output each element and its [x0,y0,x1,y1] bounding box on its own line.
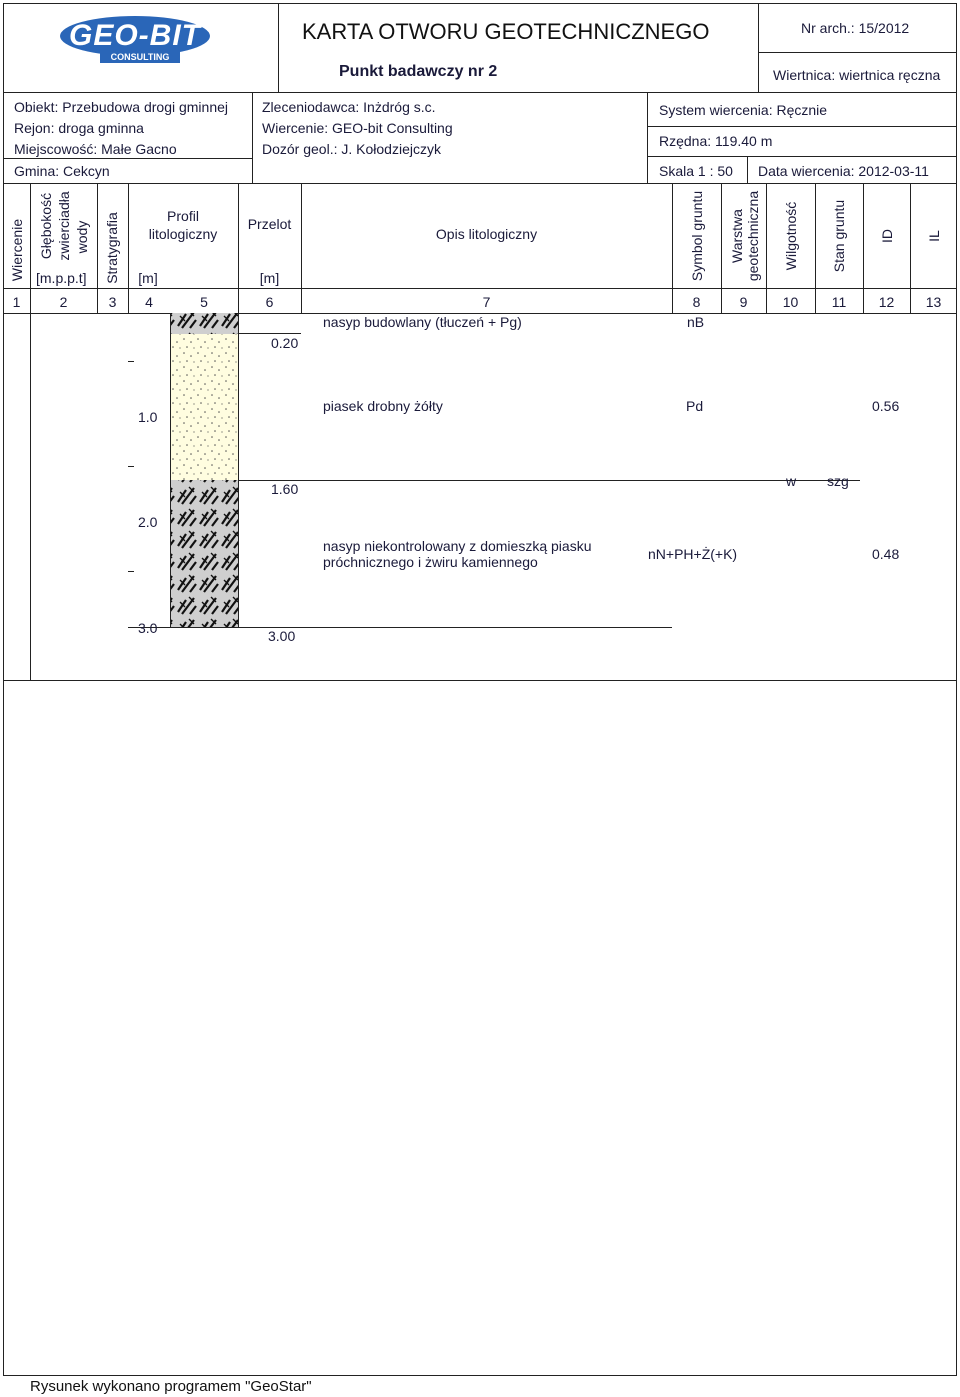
layer-3-id: 0.48 [872,546,900,562]
layer-2-fill [170,334,238,480]
research-point: Punkt badawczy nr 2 [339,63,498,80]
col-header-warstwa-2: geotechniczna [745,190,761,282]
company-logo [60,12,210,64]
col-header-profil-2: litologiczny [148,226,218,242]
layer-2-id: 0.56 [872,398,900,414]
info-gmina: Gmina: Cekcyn [14,163,110,179]
col-number: 8 [692,294,701,310]
info-zleceniodawca: Zleceniodawca: Inżdróg s.c. [262,99,436,115]
col-header-stan: Stan gruntu [831,199,847,273]
info-obiekt: Obiekt: Przebudowa drogi gminnej [14,99,229,115]
col-header-stratygrafia: Stratygrafia [104,212,120,284]
layer-2-wilgotnosc: w [786,473,797,489]
col-number: 3 [108,294,117,310]
layer-2-symbol: Pd [686,398,704,414]
col-header-glebokosc-1: Głębokość [38,192,54,260]
col-header-przelot: Przelot [247,216,292,232]
col-number: 1 [12,294,21,310]
col-header-wiercenie: Wiercenie [9,218,25,282]
layer-3-symbol: nN+PH+Ż(+K) [648,546,738,562]
col-number: 2 [59,294,68,310]
col-header-id: ID [879,229,895,243]
layer-2-bottom: 1.60 [271,481,299,497]
drilling-rig: Wiertnica: wiertnica ręczna [773,67,941,83]
col-number: 10 [782,294,799,310]
layer-1-bottom: 0.20 [271,335,299,351]
col-number: 6 [265,294,274,310]
footer-note: Rysunek wykonano programem "GeoStar" [30,1378,312,1395]
col-header-warstwa-1: Warstwa [729,209,745,263]
info-dozor: Dozór geol.: J. Kołodziejczyk [262,141,441,157]
col-header-symbol: Symbol gruntu [689,190,705,282]
col-number: 7 [482,294,491,310]
depth-tick-label: 3.0 [138,620,158,636]
col-number: 9 [739,294,748,310]
col-number: 13 [925,294,942,310]
depth-tick-label: 1.0 [138,409,158,425]
layer-3-bottom: 3.00 [268,628,296,644]
col-number: 11 [831,294,847,310]
layer-2-description: piasek drobny żółty [323,398,443,414]
info-rejon: Rejon: droga gminna [14,120,144,136]
info-skala: Skala 1 : 50 [659,163,733,179]
info-rzedna: Rzędna: 119.40 m [659,133,773,149]
logo-subtext: CONSULTING [100,52,180,63]
layer-3-fill [170,480,238,627]
info-wiercenie: Wiercenie: GEO-bit Consulting [262,120,453,136]
col-header-profil-1: Profil [167,208,199,224]
col-number: 4 [145,294,153,310]
col-header-profil-unit: [m] [138,270,158,286]
col-header-glebokosc-3: wody [74,220,90,254]
layer-1-symbol: nB [687,314,705,330]
layer-1-fill [170,313,238,334]
layer-3-description-line-1: nasyp niekontrolowany z domieszką piasku [323,538,592,554]
archive-number: Nr arch.: 15/2012 [801,20,910,36]
col-number: 12 [878,294,895,310]
depth-tick-label: 2.0 [138,514,158,530]
layer-2-stan: szg [827,473,849,489]
layer-3-description-line-2: próchnicznego i żwiru kamiennego [323,554,538,570]
logo-text: GEO-BIT [69,19,201,52]
info-miejscowosc: Miejscowość: Małe Gacno [14,141,177,157]
col-header-glebokosc-2: zwierciadła [56,191,72,261]
col-number: 5 [200,294,208,310]
col-header-il: IL [926,230,942,242]
info-data: Data wiercenia: 2012-03-11 [758,163,929,179]
page-title: KARTA OTWORU GEOTECHNICZNEGO [302,19,710,44]
info-system: System wiercenia: Ręcznie [659,102,828,118]
col-header-przelot-unit: [m] [259,270,280,286]
layer-1-description: nasyp budowlany (tłuczeń + Pg) [323,314,522,330]
col-header-wilgotnosc: Wilgotność [783,201,799,271]
col-header-opis: Opis litologiczny [435,226,538,242]
col-header-glebokosc-unit: [m.p.p.t] [36,270,87,286]
